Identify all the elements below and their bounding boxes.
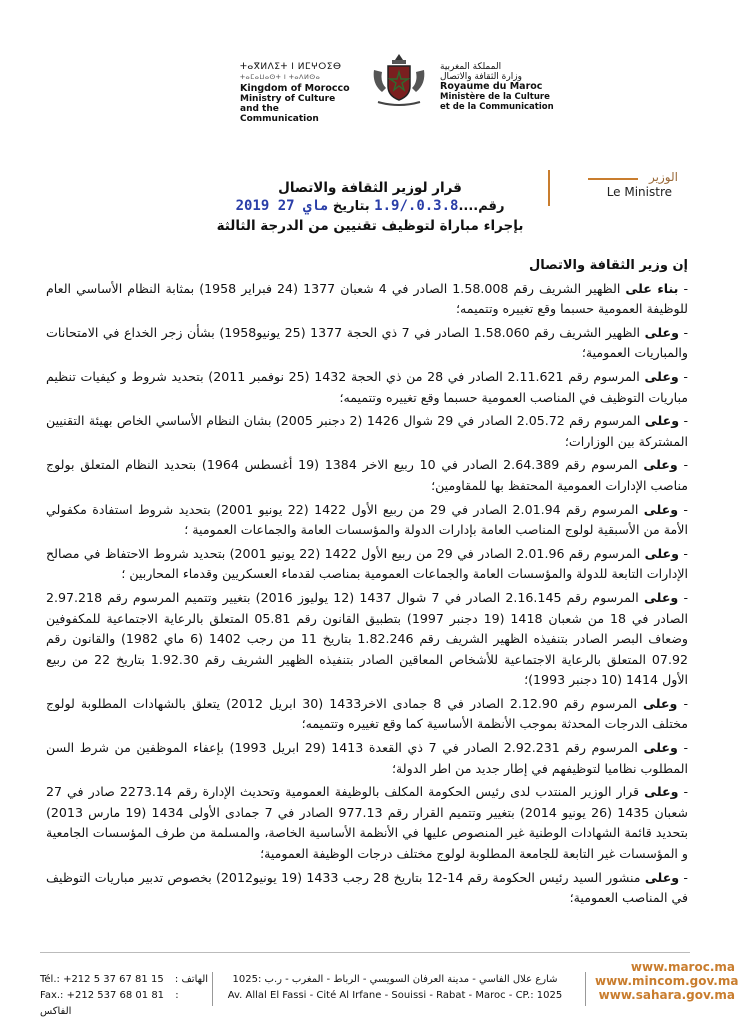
ministry-fr-line1: Ministère de la Culture (440, 92, 550, 102)
header-right-block (440, 62, 580, 112)
recital-text: المرسوم رقم 2.01.94 الصادر في 29 من ربيع الأول 1422 (22 يونيو 2001) بتحديد شروط استفادة مكفولي الأمة من الأسبقية لولوج المناصب العامة بإدارات الدولة والمؤسسات العامة والجماعات العمومية ؛ (46, 501, 688, 538)
recital-lead: وعلى (643, 589, 679, 605)
recital-text: المرسوم رقم 2.01.96 الصادر في 29 من ربيع الأول 1422 (22 يونيو 2001) بتحديد شروط الاحتفاظ في مصالح الإدارات التابعة للدولة والمؤسسات العامة والجماعات العمومية بمناصب لقدماء العسكريين وقدماء المحاربين ؛ (46, 545, 688, 582)
decision-reference: رقم....1.9/.0.3.8 بتاريخ 2019 ماي 27 (235, 198, 505, 214)
footer-address-ar: شارع علال الفاسي - مدينة العرفان السويسي - الرباط - المغرب - ر.ب :1025 (232, 974, 558, 985)
recital-lead: وعلى (643, 695, 678, 711)
recital-lead: وعلى (643, 740, 678, 756)
recital-lead: بناء على (625, 280, 679, 296)
footer-websites (595, 960, 738, 1002)
decision-body (46, 256, 688, 912)
body-intro: إن وزير الثقافة والاتصال (528, 258, 688, 273)
recital-lead: وعلى (644, 413, 680, 429)
recital-paragraph: - وعلى المرسوم رقم 2.01.96 الصادر في 29 من ربيع الأول 1422 (22 يونيو 2001) بتحديد شروط الاحتفاظ في مصالح الإدارات التابعة للدولة والمؤسسات العامة والجماعات العمومية بمناصب لقدماء العسكريين وقدماء المحاربين ؛ (46, 545, 688, 582)
recital-paragraph: - وعلى المرسوم رقم 2.64.389 الصادر في 10 ربيع الاخر 1384 (19 أغسطس 1964) بتحديد النظام المتعلق بولوج مناصب الإدارات العمومية المحتفظ بها للمقاومين؛ (46, 457, 689, 493)
recital-lead: وعلى (644, 368, 679, 384)
ministry-en-line2: and the Communication (240, 104, 319, 124)
kingdom-ar: المملكة المغربية (440, 62, 502, 72)
footer-vline-right (585, 972, 586, 1006)
coat-of-arms-icon (368, 50, 430, 110)
ministry-en-line1: Ministry of Culture (240, 94, 336, 104)
decision-subject: بإجراء مباراة لتوظيف تقنيين من الدرجة الثالثة (216, 218, 524, 234)
decision-title: قرار لوزير الثقافة والاتصال (278, 180, 462, 196)
tifinagh-name: ⵜⴰⴳⵍⴷⵉⵜ ⵏ ⵍⵎⵖⵔⵉⴱ (240, 62, 342, 72)
ministry-fr-line2: et de la Communication (440, 102, 554, 112)
ref-prefix: رقم (478, 199, 505, 214)
kingdom-en: Kingdom of Morocco (240, 83, 350, 94)
footer-address (215, 972, 575, 1004)
header-left-block (240, 62, 350, 124)
recital-paragraph: - بناء على الظهير الشريف رقم 1.58.008 الصادر في 4 شعبان 1377 (24 فبراير 1958) بمثابة النظام الأساسي العام للوظيفة العمومية حسبما وقع تغييره وتتميمه؛ (46, 280, 688, 317)
recital-paragraph: - وعلى المرسوم رقم 2.05.72 الصادر في 29 شوال 1426 (2 دجنبر 2005) بشان النظام الأساسي الخاص بهيئة التقنيين المشتركة بين الوزارات؛ (46, 413, 688, 449)
kingdom-fr: Royaume du Maroc (440, 81, 543, 92)
recital-paragraph: - وعلى المرسوم رقم 2.16.145 الصادر في 7 شوال 1437 (12 يوليوز 2016) بتغيير وتتميم المرسوم رقم 2.97.218 الصادر في 18 من شعبان 1418 (19 دجنبر 1997) بتطبيق القانون رقم 05.81 المتعلق بالرعاية الاجتماعية للمكفوفين وضعاف البصر الصادر بتنفيذه الظهير الشريف رقم 1.82.246 بتاريخ 11 من رجب 1402 (6 ماي 1982) والقانون رقم 07.92 المتعلق بالرعاية الاجتماعية للأشخاص المعاقين الصادر بتنفيذه الظهير الشريف رقم 1.92.30 بتاريخ 22 من ربيع الأول 1414 (10 دجنبر 1993)؛ (46, 589, 689, 688)
recital-text: الظهير الشريف رقم 1.58.008 الصادر في 4 شعبان 1377 (24 فبراير 1958) بمثابة النظام الأساسي العام للوظيفة العمومية حسبما وقع تغييره وتتميمه؛ (46, 280, 688, 317)
recital-text: المرسوم رقم 2.05.72 الصادر في 29 شوال 1426 (2 دجنبر 2005) بشان النظام الأساسي الخاص بهيئة التقنيين المشتركة بين الوزارات؛ (46, 413, 688, 449)
recital-text: المرسوم رقم 2.12.90 الصادر في 8 جمادى الاخر1433 (30 ابريل 2012) يتعلق بالشهادات المطلوبة لولوج مختلف الدرجات المحدثة بموجب الأنظمة الأساسية كما وقع تغييره وتتميمه؛ (46, 695, 688, 732)
tifinagh-ministry: ⵜⴰⵎⴰⵡⴰⵙⵜ ⵏ ⵜⴰⴷⵍⵙⴰ (240, 73, 321, 81)
recital-text: المرسوم رقم 2.64.389 الصادر في 10 ربيع الاخر 1384 (19 أغسطس 1964) بتحديد النظام المتعلق بولوج مناصب الإدارات العمومية المحتفظ بها للمقاومين؛ (46, 457, 688, 493)
minister-divider (588, 178, 638, 180)
footer-divider (40, 952, 690, 953)
recital-paragraph: - وعلى المرسوم رقم 2.92.231 الصادر في 7 ذي القعدة 1413 (29 ابريل 1993) بإعفاء الموظفين من شرط السن المطلوب نظاميا لتوظيفهم في إطار جديد من اطر الدولة؛ (46, 740, 688, 776)
footer-tel-row (40, 972, 210, 988)
footer-tel-ar: : الهاتف (174, 974, 209, 985)
website-link-mincom[interactable]: www.mincom.gov.ma (595, 974, 738, 988)
recital-lead: وعلى (643, 501, 679, 517)
recital-lead: وعلى (644, 784, 679, 800)
website-link-maroc[interactable]: www.maroc.ma (630, 960, 735, 974)
footer-tel: Tél.: +212 5 37 67 81 15 (40, 974, 164, 985)
footer-fax-row (40, 988, 210, 1020)
recitals-list (46, 279, 688, 909)
recital-text: المرسوم رقم 2.92.231 الصادر في 7 ذي القعدة 1413 (29 ابريل 1993) بإعفاء الموظفين من شرط السن المطلوب نظاميا لتوظيفهم في إطار جديد من اطر الدولة؛ (46, 740, 688, 776)
recital-text: المرسوم رقم 2.11.621 الصادر في 28 من ذي الحجة 1432 (25 نوفمبر 2011) بتحديد شروط و كيفيات تنظيم مباريات التوظيف في المناصب العمومية حسبما وقع تغييره وتتميمه؛ (46, 368, 688, 405)
footer-address-fr: Av. Allal El Fassi - Cité Al Irfane - Souissi - Rabat - Maroc - CP.: 1025 (227, 990, 563, 1001)
footer-fax-ar: : الفاكس (40, 990, 179, 1017)
minister-ar: الوزير (649, 170, 678, 184)
ministry-ar: وزارة الثقافة والاتصال (440, 72, 522, 82)
ref-date-label: بتاريخ (332, 199, 370, 214)
ref-date-stamp: 2019 ماي 27 (235, 198, 329, 214)
recital-paragraph: - وعلى منشور السيد رئيس الحكومة رقم 14-12 بتاريخ 28 رجب 1433 (19 يونيو2012) بخصوص تدبير مباريات التوظيف في المناصب العمومية؛ (46, 869, 688, 906)
website-link-sahara[interactable]: www.sahara.gov.ma (598, 988, 735, 1002)
footer-contacts (40, 972, 210, 1020)
ref-number-stamp: 1.9/.0.3.8 (374, 198, 459, 214)
recital-lead: وعلى (643, 457, 678, 473)
footer-vline-left (212, 972, 213, 1006)
recital-paragraph: - وعلى المرسوم رقم 2.01.94 الصادر في 29 من ربيع الأول 1422 (22 يونيو 2001) بتحديد شروط استفادة مكفولي الأمة من الأسبقية لولوج المناصب العامة بإدارات الدولة والمؤسسات العامة والجماعات العمومية ؛ (46, 501, 688, 538)
recital-paragraph: - وعلى المرسوم رقم 2.12.90 الصادر في 8 جمادى الاخر1433 (30 ابريل 2012) يتعلق بالشهادات المطلوبة لولوج مختلف الدرجات المحدثة بموجب الأنظمة الأساسية كما وقع تغييره وتتميمه؛ (46, 695, 688, 732)
recital-paragraph: - وعلى المرسوم رقم 2.11.621 الصادر في 28 من ذي الحجة 1432 (25 نوفمبر 2011) بتحديد شروط و كيفيات تنظيم مباريات التوظيف في المناصب العمومية حسبما وقع تغييره وتتميمه؛ (46, 368, 688, 405)
recital-lead: وعلى (644, 869, 680, 885)
recital-lead: وعلى (644, 545, 679, 561)
recital-text: المرسوم رقم 2.16.145 الصادر في 7 شوال 1437 (12 يوليوز 2016) بتغيير وتتميم المرسوم رقم 2.97.218 الصادر في 18 من شعبان 1418 (19 دجنبر 1997) بتطبيق القانون رقم 05.81 المتعلق بالرعاية الاجتماعية للمكفوفين وضعاف البصر الصادر بتنفيذه الظهير الشريف رقم 1.82.246 بتاريخ 11 من رجب 1402 (6 ماي 1982) والقانون رقم 07.92 المتعلق بالرعاية الاجتماعية للأشخاص المعاقين الصادر بتنفيذه الظهير الشريف رقم 1.92.30 بتاريخ 22 من ربيع الأول 1414 (10 دجنبر 1993)؛ (46, 589, 689, 688)
footer-fax: Fax.: +212 537 68 01 81 (40, 990, 165, 1001)
minister-fr: Le Ministre (606, 185, 672, 199)
recital-paragraph: - وعلى قرار الوزير المنتدب لدى رئيس الحكومة المكلف بالوظيفة العمومية وتحديث الإدارة رقم 2273.14 صادر في 27 شعبان 1435 (26 يونيو 2014) بتغيير وتتميم القرار رقم 977.13 الصادر في 7 جمادى الأولى 1434 (19 مارس 2013) بتحديد قائمة الشهادات الوطنية غير المنصوص عليها في الأنظمة الأساسية الخاصة، والمسلمة من طرف المؤسسات الجامعية و المؤسسات غير التابعة للجامعة المطلوبة لولوج مختلف درجات الوظيفة العمومية؛ (46, 784, 688, 862)
recital-text: قرار الوزير المنتدب لدى رئيس الحكومة المكلف بالوظيفة العمومية وتحديث الإدارة رقم 2273.14 صادر في 27 شعبان 1435 (26 يونيو 2014) بتغيير وتتميم القرار رقم 977.13 الصادر في 7 جمادى الأولى 1434 (19 مارس 2013) بتحديد قائمة الشهادات الوطنية غير المنصوص عليها في الأنظمة الأساسية الخاصة، والمسلمة من طرف المؤسسات الجامعية و المؤسسات غير التابعة للجامعة المطلوبة لولوج مختلف درجات الوظيفة العمومية؛ (46, 784, 688, 862)
recital-text: الظهير الشريف رقم 1.58.060 الصادر في 7 ذي الحجة 1377 (25 يونيو1958) بشأن زجر الخداع في الامتحانات والمباريات العمومية؛ (46, 324, 688, 361)
recital-text: منشور السيد رئيس الحكومة رقم 14-12 بتاريخ 28 رجب 1433 (19 يونيو2012) بخصوص تدبير مباريات التوظيف في المناصب العمومية؛ (46, 869, 688, 906)
recital-paragraph: - وعلى الظهير الشريف رقم 1.58.060 الصادر في 7 ذي الحجة 1377 (25 يونيو1958) بشأن زجر الخداع في الامتحانات والمباريات العمومية؛ (46, 324, 688, 361)
recital-lead: وعلى (644, 324, 679, 340)
